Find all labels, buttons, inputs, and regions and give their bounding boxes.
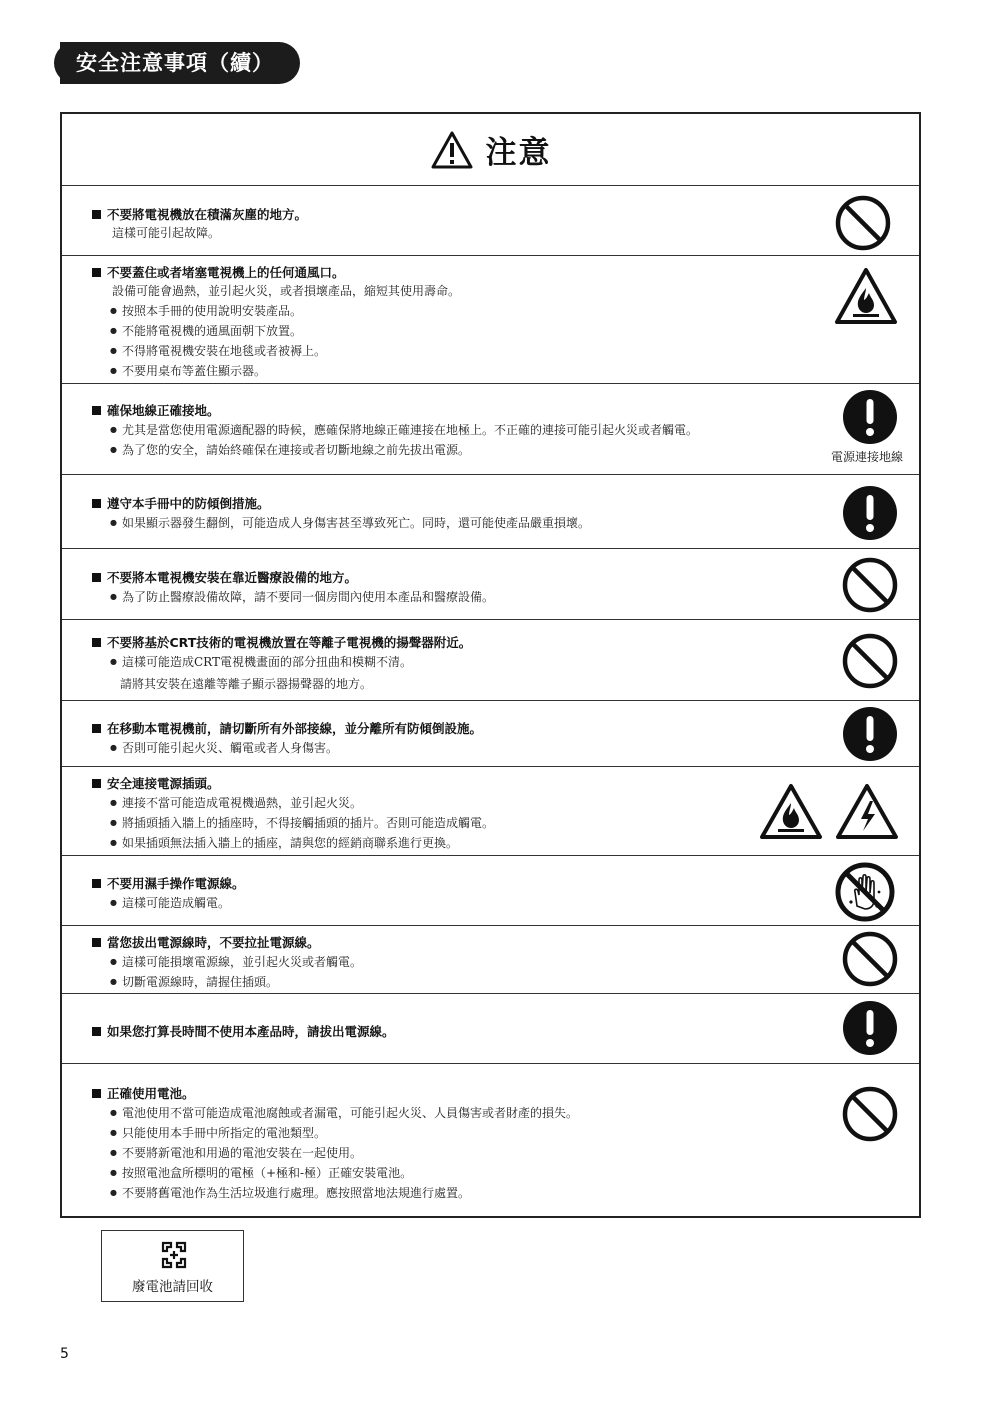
section-title: 安全注意事項（續）	[76, 51, 274, 75]
item-bullet: ● 為了您的安全，請始終確保在連接或者切斷地線之前先拔出電源。	[110, 441, 470, 458]
page-number: 5	[60, 1346, 69, 1362]
item-bullet: ● 不要用桌布等蓋住顯示器。	[110, 362, 266, 379]
icon-label: 電源連接地線	[831, 450, 904, 464]
caution-item	[62, 701, 919, 767]
caution-item	[62, 856, 919, 926]
caution-item	[62, 549, 919, 620]
item-bullet: ● 為了防止醫療設備故障，請不要同一個房間內使用本產品和醫療設備。	[110, 588, 494, 605]
item-bullet: ● 如果顯示器發生翻倒，可能造成人身傷害甚至導致死亡。同時，還可能使產品嚴重損壞。	[110, 514, 590, 531]
item-bullet: ● 如果插頭無法插入牆上的插座，請與您的經銷商聯系進行更換。	[110, 834, 458, 851]
mandatory-action-icon	[842, 389, 898, 445]
item-heading: 如果您打算長時間不使用本產品時，請拔出電源線。	[107, 1024, 395, 1039]
fire-warning-icon	[758, 783, 824, 841]
item-heading: 不要將本電視機安裝在靠近醫療設備的地方。	[107, 570, 358, 585]
item-bullet: ● 不要將新電池和用過的電池安裝在一起使用。	[110, 1144, 362, 1161]
item-heading: 遵守本手冊中的防傾倒措施。	[107, 496, 270, 511]
item-bullet: ● 不得將電視機安裝在地毯或者被褥上。	[110, 342, 326, 359]
fire-warning-icon	[833, 266, 899, 326]
item-heading: 安全連接電源插頭。	[107, 776, 220, 791]
caution-item	[62, 1064, 919, 1216]
caution-item	[62, 384, 919, 475]
item-text: 這樣可能引起故障。	[112, 226, 221, 240]
item-bullet: ● 否則可能引起火災、觸電或者人身傷害。	[110, 739, 338, 756]
item-bullet: ● 只能使用本手冊中所指定的電池類型。	[110, 1124, 326, 1141]
caution-item	[62, 185, 919, 256]
item-bullet: ● 連接不當可能造成電視機過熱，並引起火災。	[110, 794, 362, 811]
caution-item	[62, 767, 919, 856]
mandatory-action-icon	[842, 706, 898, 762]
item-heading: 不要將基於CRT技術的電視機放置在等離子電視機的揚聲器附近。	[107, 635, 472, 650]
item-bullet: ● 這樣可能造成CRT電視機畫面的部分扭曲和模糊不清。	[110, 653, 412, 670]
item-heading: 不要用濕手操作電源線。	[107, 876, 245, 891]
battery-recycle-box	[101, 1230, 244, 1302]
item-bullet: ● 電池使用不當可能造成電池腐蝕或者漏電，可能引起火災、人員傷害或者財產的損失。	[110, 1104, 578, 1121]
item-heading: 正確使用電池。	[107, 1086, 195, 1101]
prohibition-icon	[842, 557, 898, 613]
item-bullet: ● 不要將舊電池作為生活垃圾進行處理。應按照當地法規進行處置。	[110, 1184, 470, 1201]
battery-recycle-label: 廢電池請回收	[132, 1279, 213, 1295]
prohibition-icon	[842, 633, 898, 689]
item-bullet: ● 按照電池盒所標明的電極（+極和-極）正確安裝電池。	[110, 1164, 412, 1181]
prohibition-icon	[842, 1086, 898, 1142]
item-bullet: ● 這樣可能損壞電源線，並引起火災或者觸電。	[110, 953, 362, 970]
item-bullet: ● 不能將電視機的通風面朝下放置。	[110, 322, 302, 339]
item-bullet: ● 將插頭插入牆上的插座時，不得接觸插頭的插片。否則可能造成觸電。	[110, 814, 494, 831]
caution-title: 注意	[485, 135, 552, 171]
item-text: 請將其安裝在遠離等離子顯示器揚聲器的地方。	[120, 677, 373, 691]
prohibition-icon	[835, 195, 891, 251]
item-text: 設備可能會過熱，並引起火災，或者損壞產品，縮短其使用壽命。	[112, 284, 461, 298]
no-wet-hands-icon	[835, 862, 895, 922]
warning-triangle-icon	[430, 130, 474, 170]
item-bullet: ● 切斷電源線時，請握住插頭。	[110, 973, 278, 990]
caution-item	[62, 620, 919, 701]
caution-box	[60, 112, 921, 1218]
caution-item	[62, 256, 919, 384]
item-heading: 不要蓋住或者堵塞電視機上的任何通風口。	[107, 265, 345, 280]
item-heading: 在移動本電視機前，請切斷所有外部接線，並分離所有防傾倒設施。	[107, 721, 483, 736]
item-bullet: ● 按照本手冊的使用說明安裝產品。	[110, 302, 302, 319]
item-heading: 不要將電視機放在積滿灰塵的地方。	[107, 207, 308, 222]
item-bullet: ● 這樣可能造成觸電。	[110, 894, 230, 911]
item-heading: 確保地線正確接地。	[107, 403, 220, 418]
battery-recycle-icon	[157, 1239, 191, 1271]
caution-item	[62, 475, 919, 549]
caution-item	[62, 926, 919, 994]
mandatory-action-icon	[842, 1000, 898, 1056]
item-bullet: ● 尤其是當您使用電源適配器的時候，應確保將地線正確連接在地極上。不正確的連接可能引起火災或者觸電。	[110, 421, 698, 438]
section-banner	[60, 42, 300, 84]
prohibition-icon	[842, 931, 898, 987]
item-heading: 當您拔出電源線時，不要拉扯電源線。	[107, 935, 320, 950]
caution-header	[62, 114, 919, 186]
mandatory-action-icon	[842, 485, 898, 541]
caution-item	[62, 994, 919, 1064]
electric-shock-warning-icon	[835, 783, 899, 841]
